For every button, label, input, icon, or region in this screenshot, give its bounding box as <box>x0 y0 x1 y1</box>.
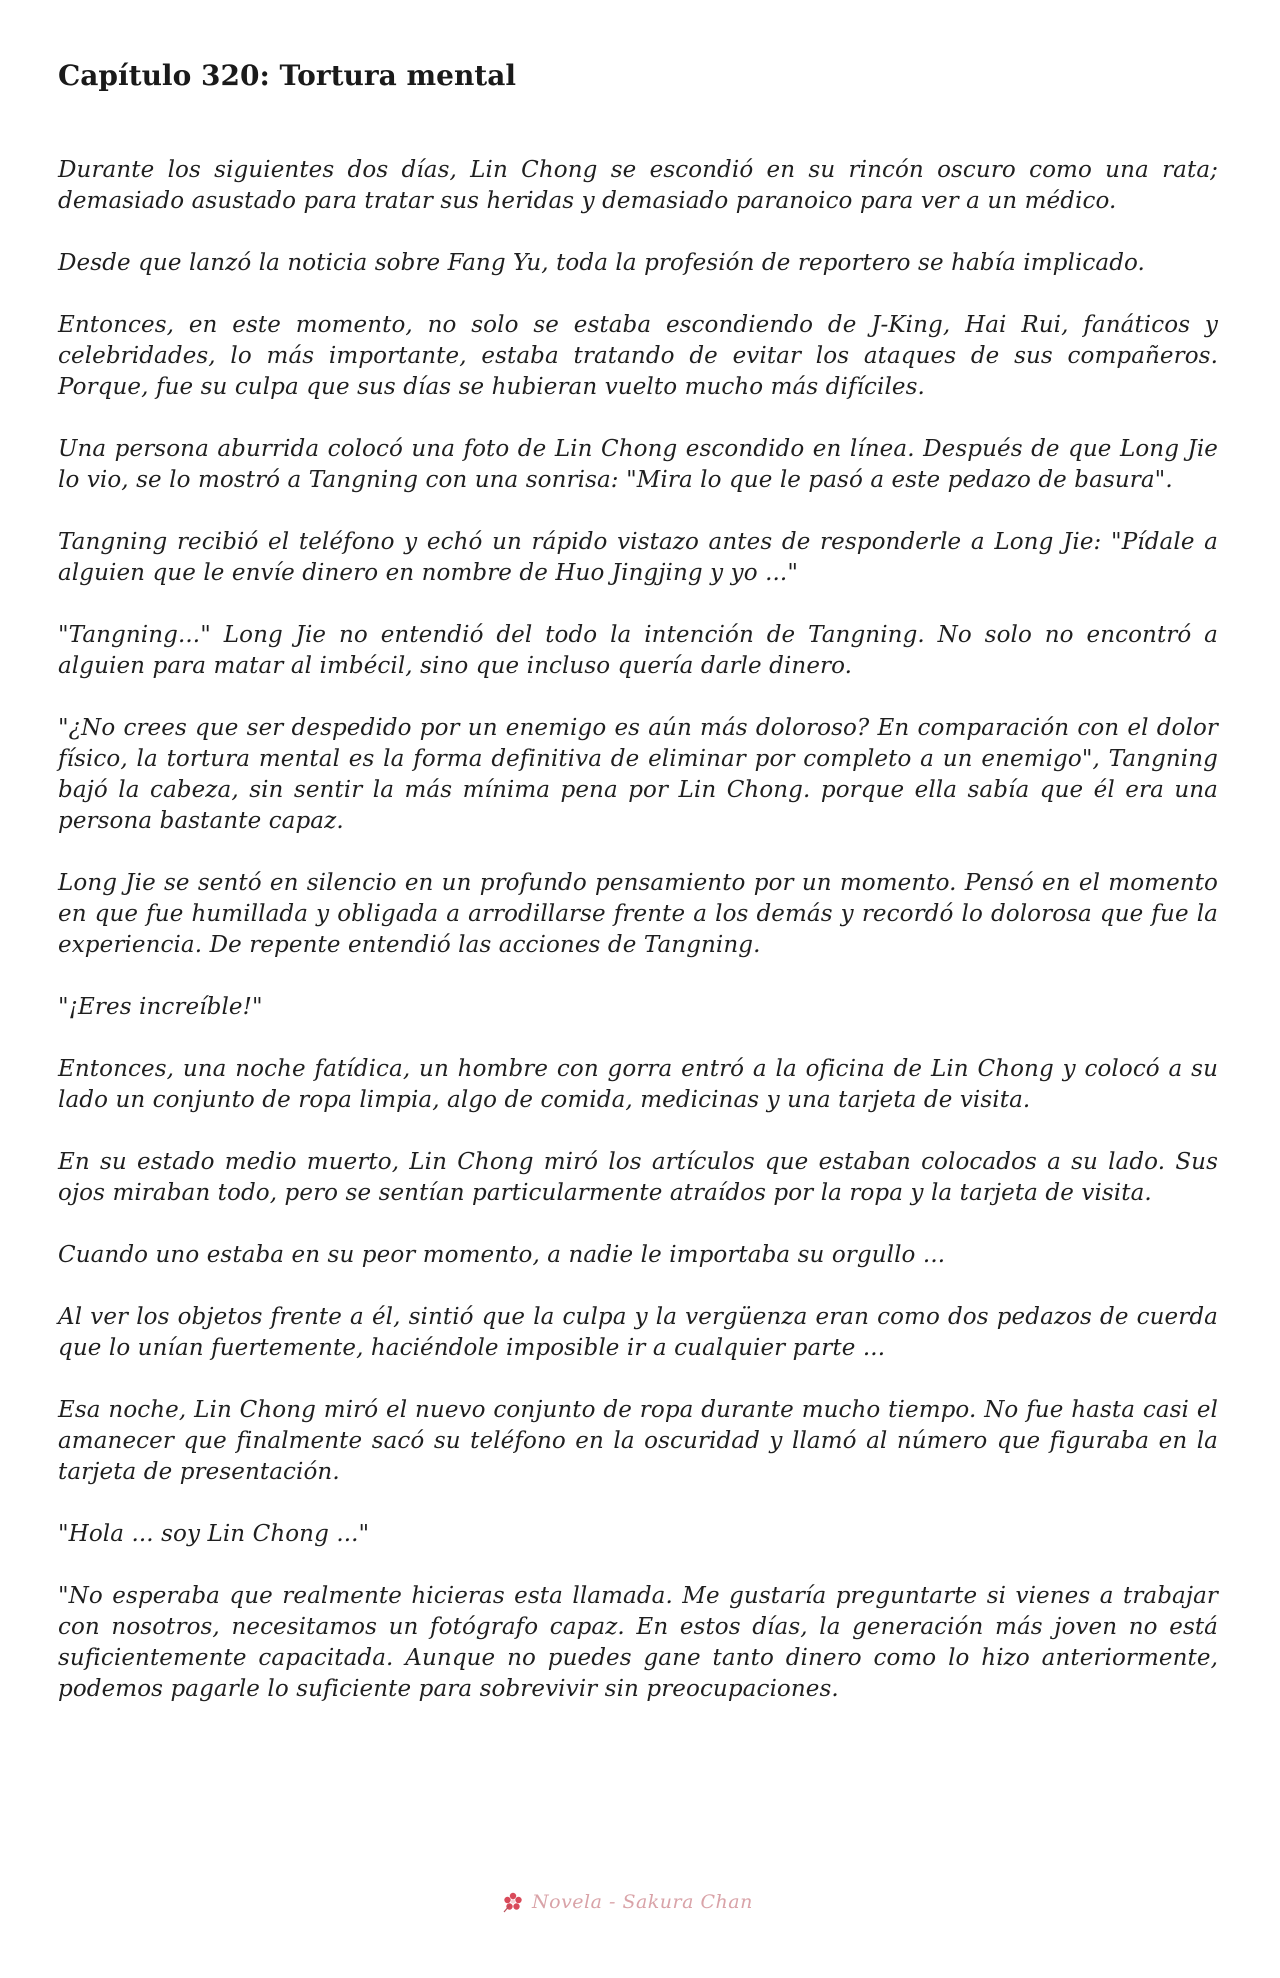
paragraph: Durante los siguientes dos días, Lin Chong se escondió en su rincón oscuro como una rata; demasiado asustado para tratar sus heridas y demasiado paranoico para ver a un médico. <box>58 157 1218 214</box>
paragraph: Cuando uno estaba en su peor momento, a nadie le importaba su orgullo ... <box>58 1242 946 1268</box>
paragraph: Desde que lanzó la noticia sobre Fang Yu, toda la profesión de reportero se había implicado. <box>58 250 1145 276</box>
paragraph: En su estado medio muerto, Lin Chong miró los artículos que estaban colocados a su lado. Sus ojos miraban todo, pero se sentían particularmente atraídos por la ropa y la tarjeta de visita. <box>58 1149 1218 1206</box>
paragraph: Entonces, una noche fatídica, un hombre con gorra entró a la oficina de Lin Chong y colocó a su lado un conjunto de ropa limpia, algo de comida, medicinas y una tarjeta de visita. <box>58 1056 1218 1113</box>
paragraph: Esa noche, Lin Chong miró el nuevo conjunto de ropa durante mucho tiempo. No fue hasta casi el amanecer que finalmente sacó su teléfono en la oscuridad y llamó al número que figuraba en la tarjeta de presentación. <box>58 1397 1218 1485</box>
paragraph: "Hola ... soy Lin Chong ..." <box>58 1521 370 1547</box>
paragraph: "¡Eres increíble!" <box>58 994 263 1020</box>
paragraph: Al ver los objetos frente a él, sintió que la culpa y la vergüenza eran como dos pedazos de cuerda que lo unían fuertemente, haciéndole imposible ir a cualquier parte ... <box>58 1304 1218 1361</box>
sakura-flower-icon <box>500 1889 526 1915</box>
paragraph: "Tangning..." Long Jie no entendió del todo la intención de Tangning. No solo no encontró a alguien para matar al imbécil, sino que incluso quería darle dinero. <box>58 622 1218 679</box>
paragraph: "No esperaba que realmente hicieras esta llamada. Me gustaría preguntarte si vienes a trabajar con nosotros, necesitamos un fotógrafo capaz. En estos días, la generación más joven no está suficientemente capacitada. Aunque no puedes gane tanto dinero como lo hizo anteriormente, podemos pagarle lo suficiente para sobrevivir sin preocupaciones. <box>58 1583 1218 1702</box>
paragraph: Tangning recibió el teléfono y echó un rápido vistazo antes de responderle a Long Jie: "Pídale a alguien que le envíe dinero en nombre de Huo Jingjing y yo ..." <box>58 529 1218 586</box>
paragraph: Una persona aburrida colocó una foto de Lin Chong escondido en línea. Después de que Long Jie lo vio, se lo mostró a Tangning con una sonrisa: "Mira lo que le pasó a este pedazo de basura". <box>58 436 1218 493</box>
paragraph: Entonces, en este momento, no solo se estaba escondiendo de J-King, Hai Rui, fanáticos y celebridades, lo más importante, estaba tratando de evitar los ataques de sus compañeros. Porque, fue su culpa que sus días se hubieran vuelto mucho más difíciles. <box>58 312 1218 400</box>
watermark-text: Novela - Sakura Chan <box>532 1891 753 1913</box>
watermark <box>500 1882 753 1922</box>
chapter-body <box>58 155 1218 1736</box>
paragraph: Long Jie se sentó en silencio en un profundo pensamiento por un momento. Pensó en el momento en que fue humillada y obligada a arrodillarse frente a los demás y recordó lo dolorosa que fue la experiencia. De repente entendió las acciones de Tangning. <box>58 870 1218 958</box>
chapter-title: Capítulo 320: Tortura mental <box>58 59 517 92</box>
paragraph: "¿No crees que ser despedido por un enemigo es aún más doloroso? En comparación con el dolor físico, la tortura mental es la forma definitiva de eliminar por completo a un enemigo", Tangning bajó la cabeza, sin sentir la más mínima pena por Lin Chong. porque ella sabía que él era una persona bastante capaz. <box>58 715 1218 834</box>
